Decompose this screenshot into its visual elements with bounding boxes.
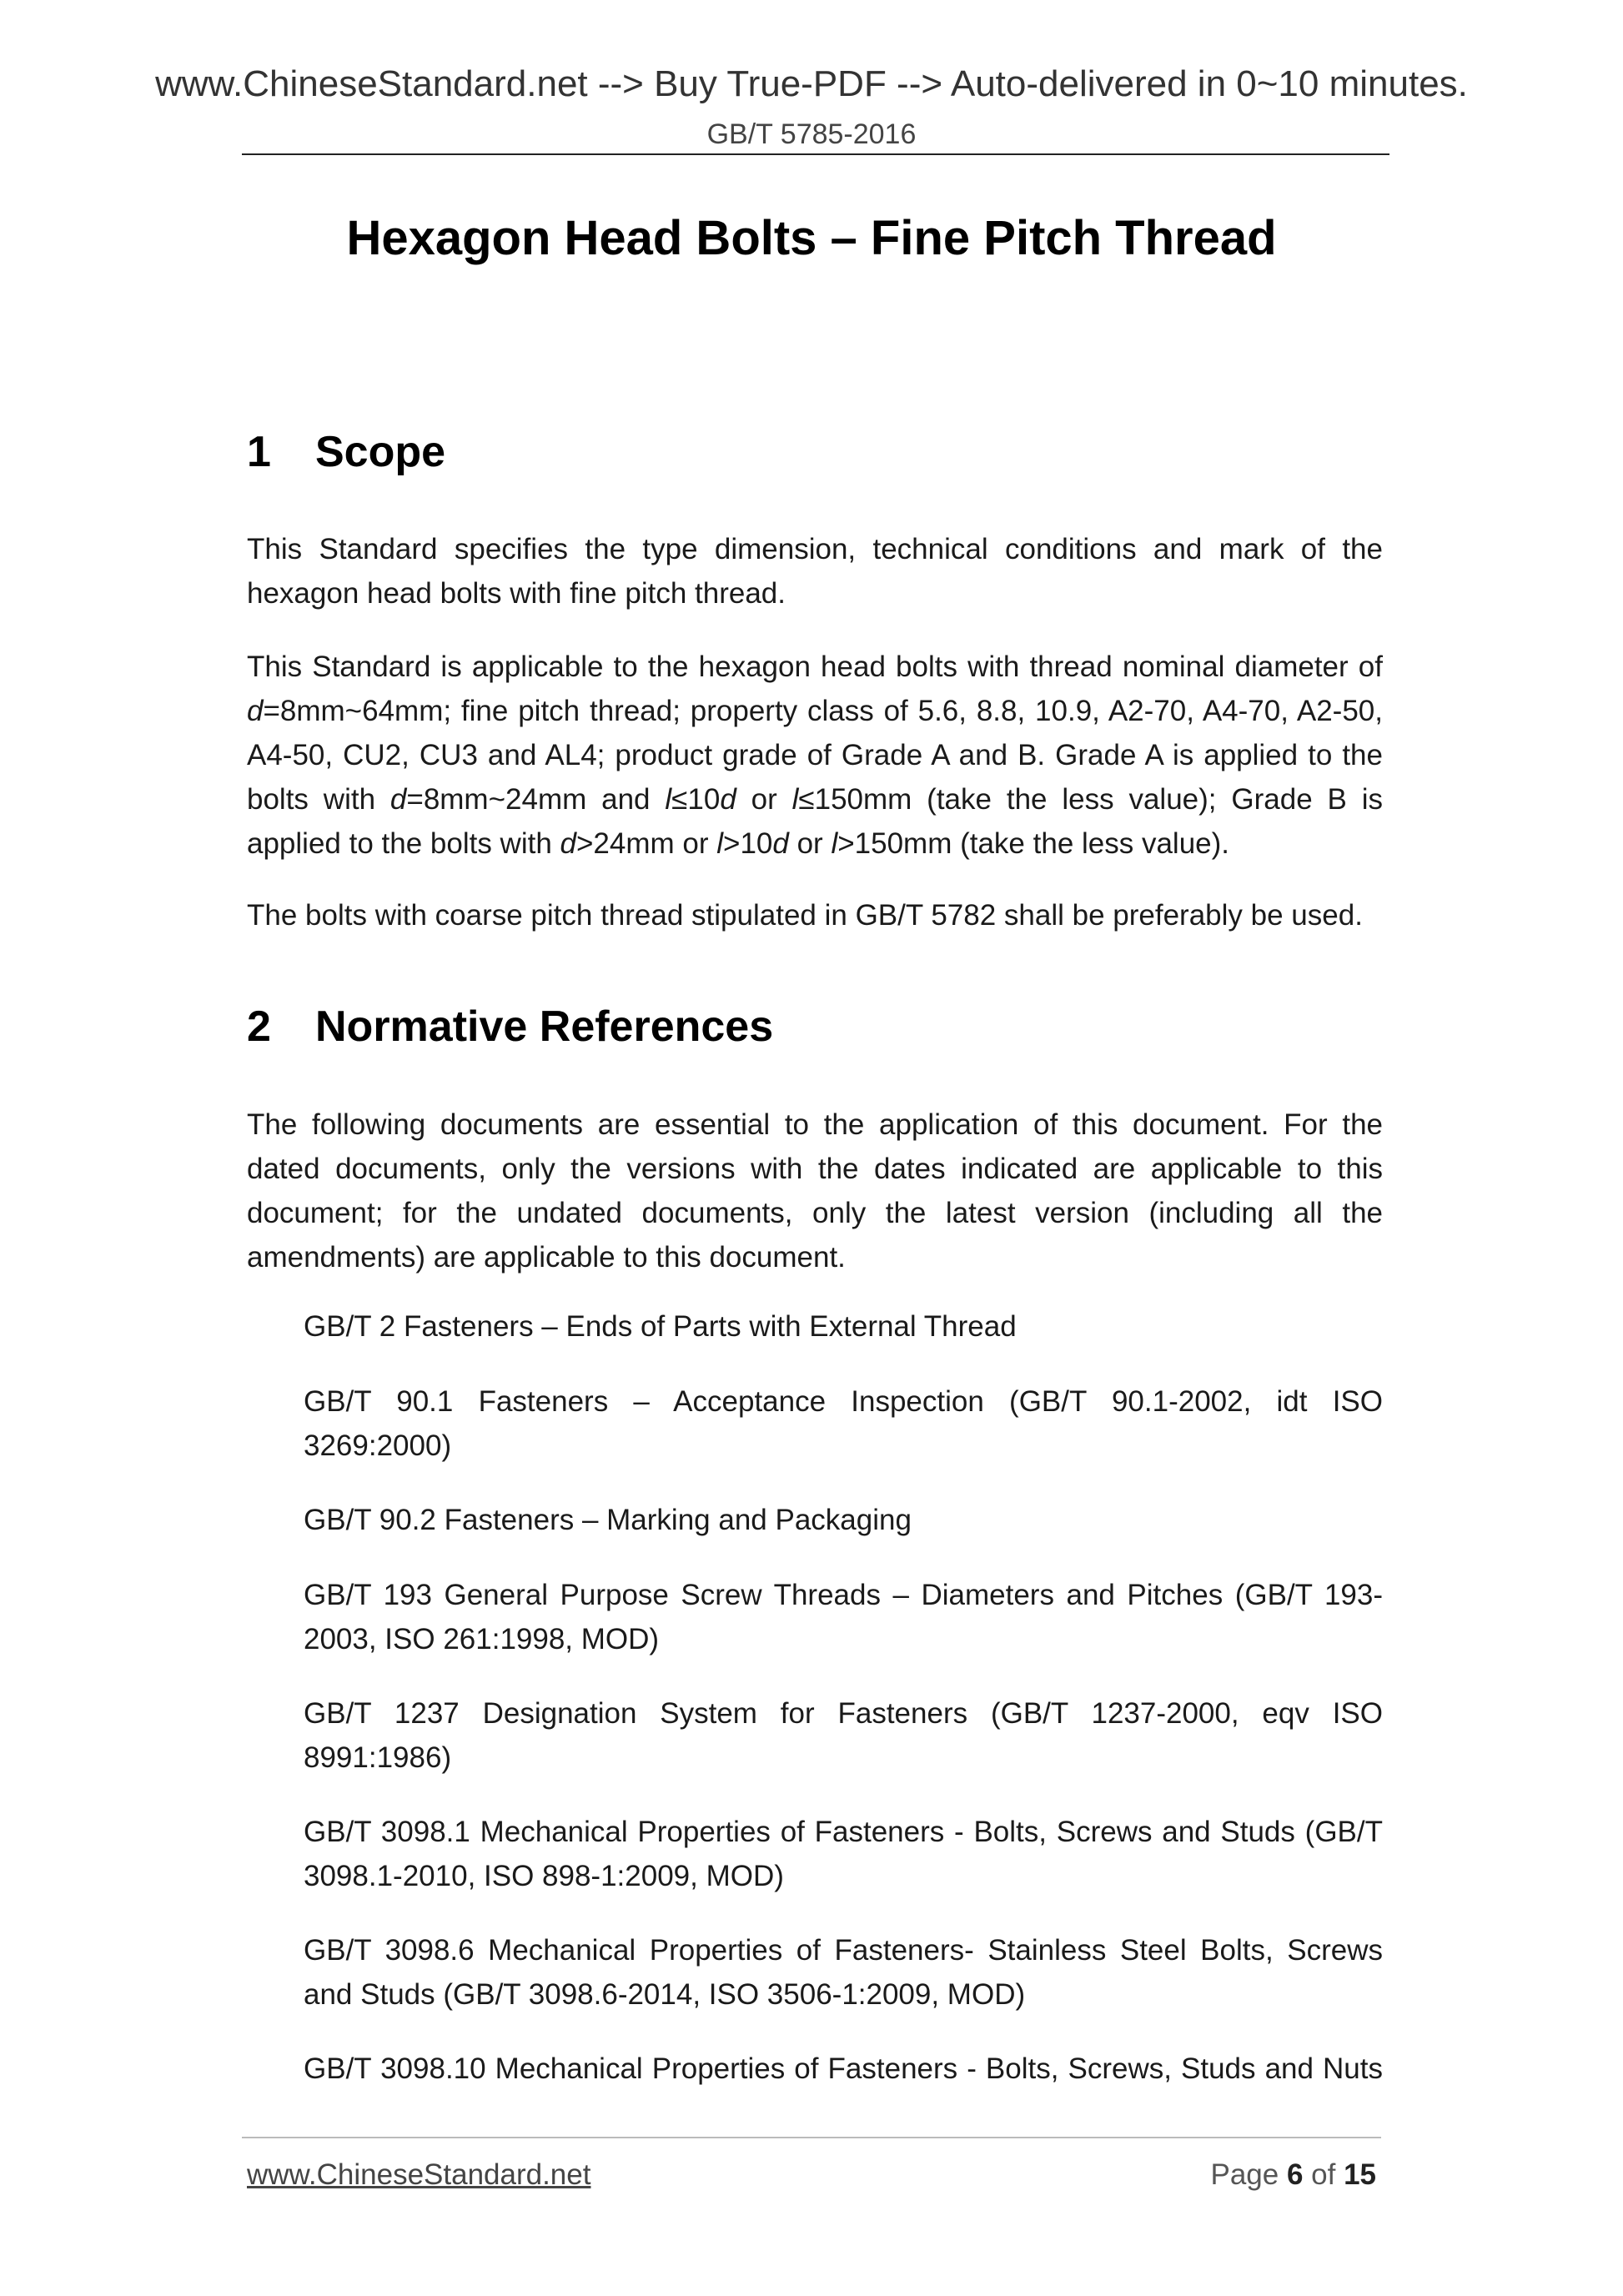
footer-website-link[interactable]: www.ChineseStandard.net xyxy=(247,2158,591,2191)
section-1-heading xyxy=(247,427,445,477)
footer-divider xyxy=(242,2137,1381,2138)
reference-item: GB/T 3098.1 Mechanical Properties of Fasteners - Bolts, Screws and Studs (GB/T 3098.1-2010, ISO 898-1:2009, MOD) xyxy=(304,1816,1383,1892)
references-intro: The following documents are essential to the application of this document. For the dated documents, only the versions with the dates indicated are applicable to this document; for the undated documents, only the latest version (including all the amendments) are applicable to this document. xyxy=(247,1108,1383,1274)
section-2-title: Normative References xyxy=(315,1002,774,1051)
scope-paragraph-2: This Standard is applicable to the hexagon head bolts with thread nominal diameter of d=8mm~64mm; fine pitch thread; property class of 5.6, 8.8, 10.9, A2-70, A4-70, A2-50, A4-50, CU2, CU3 and AL4; product grade of Grade A and B. Grade A is applied to the bolts with d=8mm~24mm and l≤10d or l≤150mm (take the less value); Grade B is applied to the bolts with d>24mm or l>10d or l>150mm (take the less value). xyxy=(247,651,1383,860)
reference-item: GB/T 1237 Designation System for Fasteners (GB/T 1237-2000, eqv ISO 8991:1986) xyxy=(304,1697,1383,1774)
reference-item: GB/T 90.2 Fasteners – Marking and Packaging xyxy=(304,1504,912,1536)
page-number: Page 6 of 15 xyxy=(1210,2158,1376,2191)
section-1-title: Scope xyxy=(315,428,446,476)
header-standard-number: GB/T 5785-2016 xyxy=(706,118,917,150)
section-1-number: 1 xyxy=(247,428,271,476)
reference-item: GB/T 3098.6 Mechanical Properties of Fasteners- Stainless Steel Bolts, Screws and Studs (GB/T 3098.6-2014, ISO 3506-1:2009, MOD) xyxy=(304,1934,1383,2011)
reference-item: GB/T 2 Fasteners – Ends of Parts with External Thread xyxy=(304,1310,1017,1343)
section-2-number: 2 xyxy=(247,1002,271,1051)
reference-item: GB/T 193 General Purpose Screw Threads – Diameters and Pitches (GB/T 193- 2003, ISO 261:1998, MOD) xyxy=(304,1579,1383,1655)
header-banner-link[interactable]: www.ChineseStandard.net --> Buy True-PDF --> Auto-delivered in 0~10 minutes. xyxy=(155,63,1468,104)
reference-item: GB/T 90.1 Fasteners – Acceptance Inspection (GB/T 90.1-2002, idt ISO 3269:2000) xyxy=(304,1385,1383,1462)
document-title: Hexagon Head Bolts – Fine Pitch Thread xyxy=(346,211,1277,265)
reference-item: GB/T 3098.10 Mechanical Properties of Fasteners - Bolts, Screws, Studs and Nuts xyxy=(304,2052,1383,2085)
scope-paragraph-1: This Standard specifies the type dimension, technical conditions and mark of the hexagon head bolts with fine pitch thread. xyxy=(247,533,1383,610)
scope-paragraph-3: The bolts with coarse pitch thread stipulated in GB/T 5782 shall be preferably be used. xyxy=(247,899,1363,932)
header-divider xyxy=(242,153,1389,155)
section-2-heading xyxy=(247,1002,773,1052)
